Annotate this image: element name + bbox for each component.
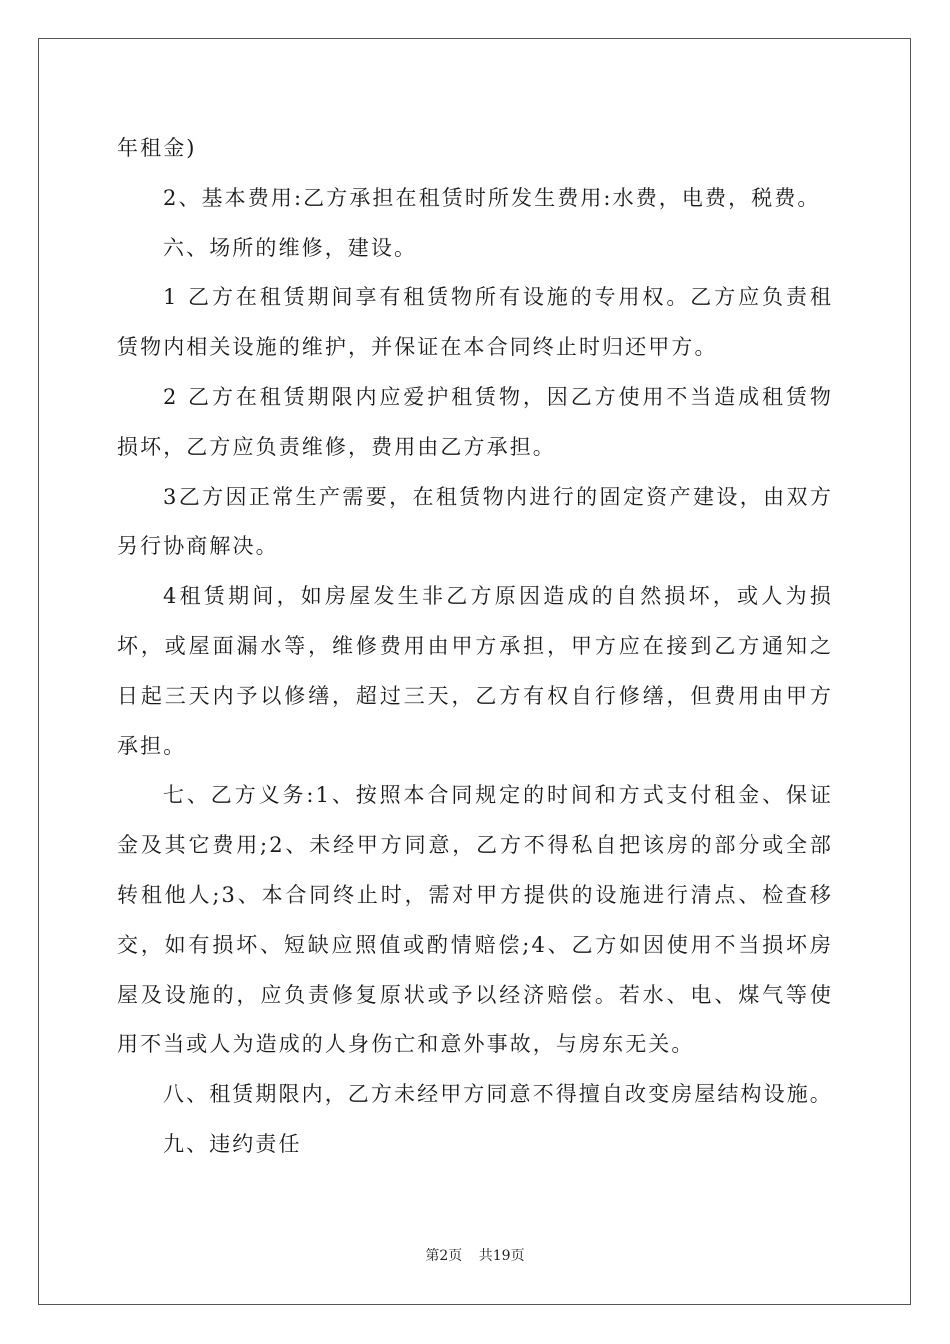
paragraph-4: 1 乙方在租赁期间享有租赁物所有设施的专用权。乙方应负责租赁物内相关设施的维护，并保证在本合同终止时归还甲方。 [117, 285, 833, 360]
paragraph-3: 六、场所的维修，建设。 [163, 235, 418, 260]
paragraph-1: 年租金) [117, 136, 197, 160]
document-body [117, 124, 833, 1170]
page-footer [0, 1245, 950, 1265]
paragraph-8: 七、乙方义务:1、按照本合同规定的时间和方式支付租金、保证金及其它费用;2、未经甲方同意，乙方不得私自把该房的部分或全部转租他人;3、本合同终止时，需对甲方提供的设施进行清点、检查移交，如有损坏、短缺应照值或酌情赔偿;4、乙方如因使用不当损坏房屋及设施的，应负责修复原状或予以经济赔偿。若水、电、煤气等使用不当或人为造成的人身伤亡和意外事故，与房东无关。 [117, 783, 833, 1057]
paragraph-7: 4租赁期间，如房屋发生非乙方原因造成的自然损坏，或人为损坏，或屋面漏水等，维修费用由甲方承担，甲方应在接到乙方通知之日起三天内予以修缮，超过三天，乙方有权自行修缮，但费用由甲方承担。 [117, 584, 833, 758]
paragraph-5: 2 乙方在租赁期限内应爱护租赁物，因乙方使用不当造成租赁物损坏，乙方应负责维修，费用由乙方承担。 [117, 384, 833, 459]
page-number: 第2页 [425, 1248, 463, 1264]
paragraph-6: 3乙方因正常生产需要，在租赁物内进行的固定资产建设，由双方另行协商解决。 [117, 484, 833, 559]
paragraph-10: 九、违约责任 [163, 1131, 302, 1156]
page-total: 共19页 [478, 1248, 525, 1264]
paragraph-9: 八、租赁期限内，乙方未经甲方同意不得擅自改变房屋结构设施。 [163, 1082, 833, 1107]
paragraph-2: 2、基本费用:乙方承担在租赁时所发生费用:水费，电费，税费。 [163, 185, 821, 210]
